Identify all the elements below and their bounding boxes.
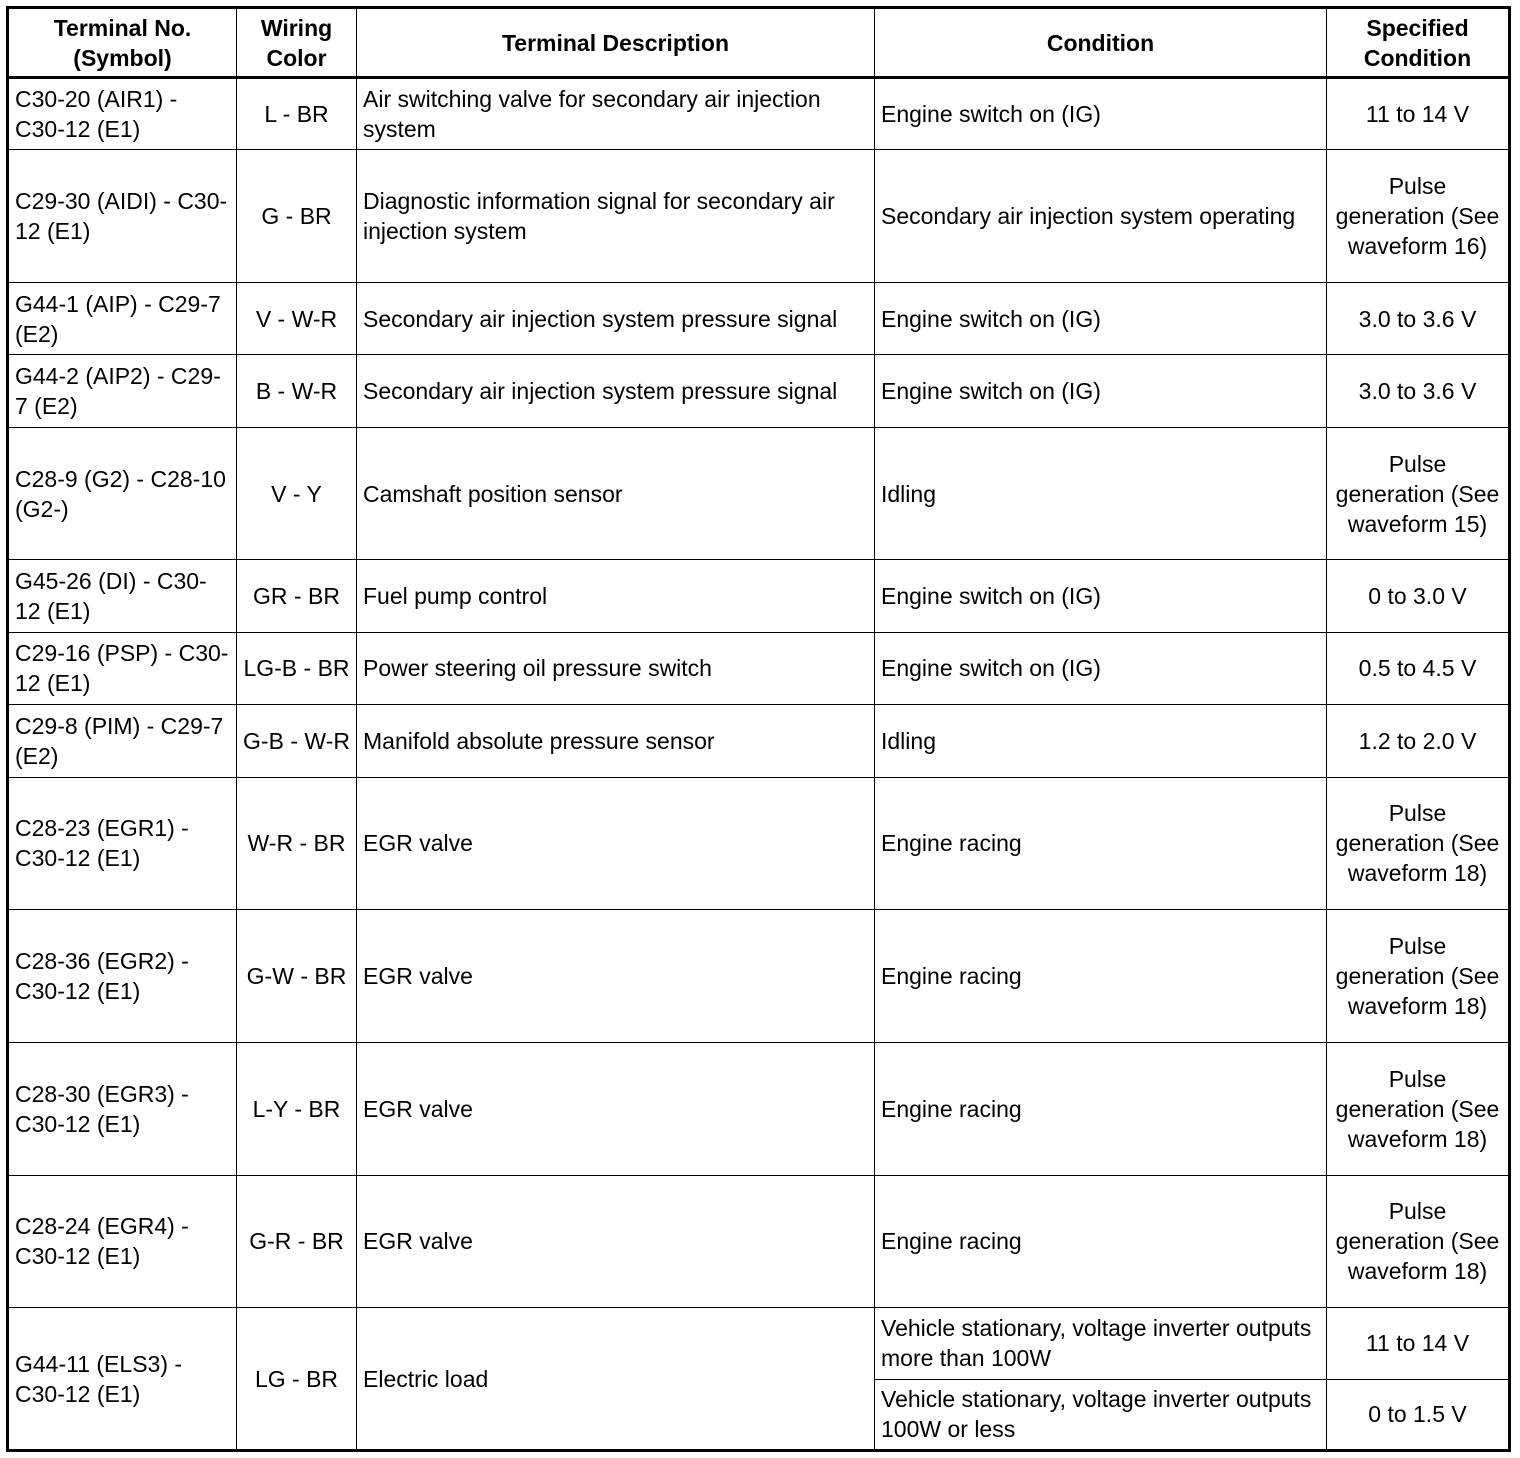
cell-terminal: G44-2 (AIP2) - C29-7 (E2) bbox=[8, 355, 237, 427]
cell-condition: Engine racing bbox=[875, 1042, 1327, 1175]
cell-description: EGR valve bbox=[357, 910, 875, 1043]
cell-specified: 0.5 to 4.5 V bbox=[1327, 632, 1510, 704]
table-row bbox=[8, 560, 1510, 632]
cell-description: Electric load bbox=[357, 1308, 875, 1451]
cell-condition: Engine racing bbox=[875, 777, 1327, 910]
cell-wiring: LG-B - BR bbox=[237, 632, 357, 704]
cell-terminal: C28-23 (EGR1) - C30-12 (E1) bbox=[8, 777, 237, 910]
cell-wiring: B - W-R bbox=[237, 355, 357, 427]
cell-specified: 11 to 14 V bbox=[1327, 78, 1510, 150]
table-row bbox=[8, 355, 1510, 427]
table-row bbox=[8, 777, 1510, 910]
cell-specified: Pulse generation (See waveform 18) bbox=[1327, 1175, 1510, 1308]
cell-condition: Engine switch on (IG) bbox=[875, 355, 1327, 427]
cell-wiring: G-B - W-R bbox=[237, 705, 357, 777]
cell-condition: Engine switch on (IG) bbox=[875, 78, 1327, 150]
table-row bbox=[8, 1175, 1510, 1308]
cell-condition: Idling bbox=[875, 427, 1327, 560]
table-row bbox=[8, 283, 1510, 355]
cell-specified: Pulse generation (See waveform 15) bbox=[1327, 427, 1510, 560]
cell-specified: 0 to 1.5 V bbox=[1327, 1379, 1510, 1450]
header-wiring: Wiring Color bbox=[237, 8, 357, 78]
cell-description: EGR valve bbox=[357, 1042, 875, 1175]
terminal-table bbox=[6, 6, 1511, 1452]
cell-specified: Pulse generation (See waveform 16) bbox=[1327, 150, 1510, 283]
cell-specified: 3.0 to 3.6 V bbox=[1327, 283, 1510, 355]
cell-terminal: C28-36 (EGR2) - C30-12 (E1) bbox=[8, 910, 237, 1043]
cell-description: EGR valve bbox=[357, 1175, 875, 1308]
cell-condition: Engine switch on (IG) bbox=[875, 632, 1327, 704]
cell-description: EGR valve bbox=[357, 777, 875, 910]
cell-wiring: LG - BR bbox=[237, 1308, 357, 1451]
cell-specified: Pulse generation (See waveform 18) bbox=[1327, 910, 1510, 1043]
table-row bbox=[8, 910, 1510, 1043]
header-description: Terminal Description bbox=[357, 8, 875, 78]
cell-description: Secondary air injection system pressure signal bbox=[357, 355, 875, 427]
cell-terminal: C29-30 (AIDI) - C30-12 (E1) bbox=[8, 150, 237, 283]
cell-condition: Engine racing bbox=[875, 1175, 1327, 1308]
cell-wiring: L - BR bbox=[237, 78, 357, 150]
cell-wiring: G - BR bbox=[237, 150, 357, 283]
cell-terminal: G44-1 (AIP) - C29-7 (E2) bbox=[8, 283, 237, 355]
cell-specified: Pulse generation (See waveform 18) bbox=[1327, 777, 1510, 910]
cell-condition: Secondary air injection system operating bbox=[875, 150, 1327, 283]
cell-terminal: C29-8 (PIM) - C29-7 (E2) bbox=[8, 705, 237, 777]
cell-wiring: V - Y bbox=[237, 427, 357, 560]
table-row bbox=[8, 427, 1510, 560]
header-terminal: Terminal No. (Symbol) bbox=[8, 8, 237, 78]
cell-description: Power steering oil pressure switch bbox=[357, 632, 875, 704]
cell-specified: 11 to 14 V bbox=[1327, 1308, 1510, 1379]
table-row bbox=[8, 1042, 1510, 1175]
cell-specified: Pulse generation (See waveform 18) bbox=[1327, 1042, 1510, 1175]
header-specified: Specified Condition bbox=[1327, 8, 1510, 78]
cell-condition: Vehicle stationary, voltage inverter outputs more than 100W bbox=[875, 1308, 1327, 1379]
cell-terminal: C28-30 (EGR3) - C30-12 (E1) bbox=[8, 1042, 237, 1175]
cell-wiring: L-Y - BR bbox=[237, 1042, 357, 1175]
cell-wiring: G-R - BR bbox=[237, 1175, 357, 1308]
cell-specified: 0 to 3.0 V bbox=[1327, 560, 1510, 632]
cell-description: Diagnostic information signal for secondary air injection system bbox=[357, 150, 875, 283]
cell-terminal: C30-20 (AIR1) - C30-12 (E1) bbox=[8, 78, 237, 150]
table-row bbox=[8, 632, 1510, 704]
cell-terminal: C28-24 (EGR4) - C30-12 (E1) bbox=[8, 1175, 237, 1308]
header-condition: Condition bbox=[875, 8, 1327, 78]
cell-wiring: GR - BR bbox=[237, 560, 357, 632]
cell-condition: Engine racing bbox=[875, 910, 1327, 1043]
cell-condition: Vehicle stationary, voltage inverter outputs 100W or less bbox=[875, 1379, 1327, 1450]
header-row bbox=[8, 8, 1510, 78]
cell-specified: 1.2 to 2.0 V bbox=[1327, 705, 1510, 777]
cell-description: Secondary air injection system pressure signal bbox=[357, 283, 875, 355]
cell-terminal: C28-9 (G2) - C28-10 (G2-) bbox=[8, 427, 237, 560]
cell-terminal: G44-11 (ELS3) - C30-12 (E1) bbox=[8, 1308, 237, 1451]
cell-condition: Engine switch on (IG) bbox=[875, 560, 1327, 632]
cell-description: Camshaft position sensor bbox=[357, 427, 875, 560]
cell-condition: Idling bbox=[875, 705, 1327, 777]
table-row bbox=[8, 705, 1510, 777]
table-row bbox=[8, 78, 1510, 150]
table-row bbox=[8, 150, 1510, 283]
table-row bbox=[8, 1308, 1510, 1379]
cell-description: Air switching valve for secondary air injection system bbox=[357, 78, 875, 150]
cell-description: Manifold absolute pressure sensor bbox=[357, 705, 875, 777]
cell-terminal: C29-16 (PSP) - C30-12 (E1) bbox=[8, 632, 237, 704]
cell-wiring: V - W-R bbox=[237, 283, 357, 355]
cell-description: Fuel pump control bbox=[357, 560, 875, 632]
cell-terminal: G45-26 (DI) - C30-12 (E1) bbox=[8, 560, 237, 632]
cell-condition: Engine switch on (IG) bbox=[875, 283, 1327, 355]
cell-wiring: G-W - BR bbox=[237, 910, 357, 1043]
cell-specified: 3.0 to 3.6 V bbox=[1327, 355, 1510, 427]
cell-wiring: W-R - BR bbox=[237, 777, 357, 910]
